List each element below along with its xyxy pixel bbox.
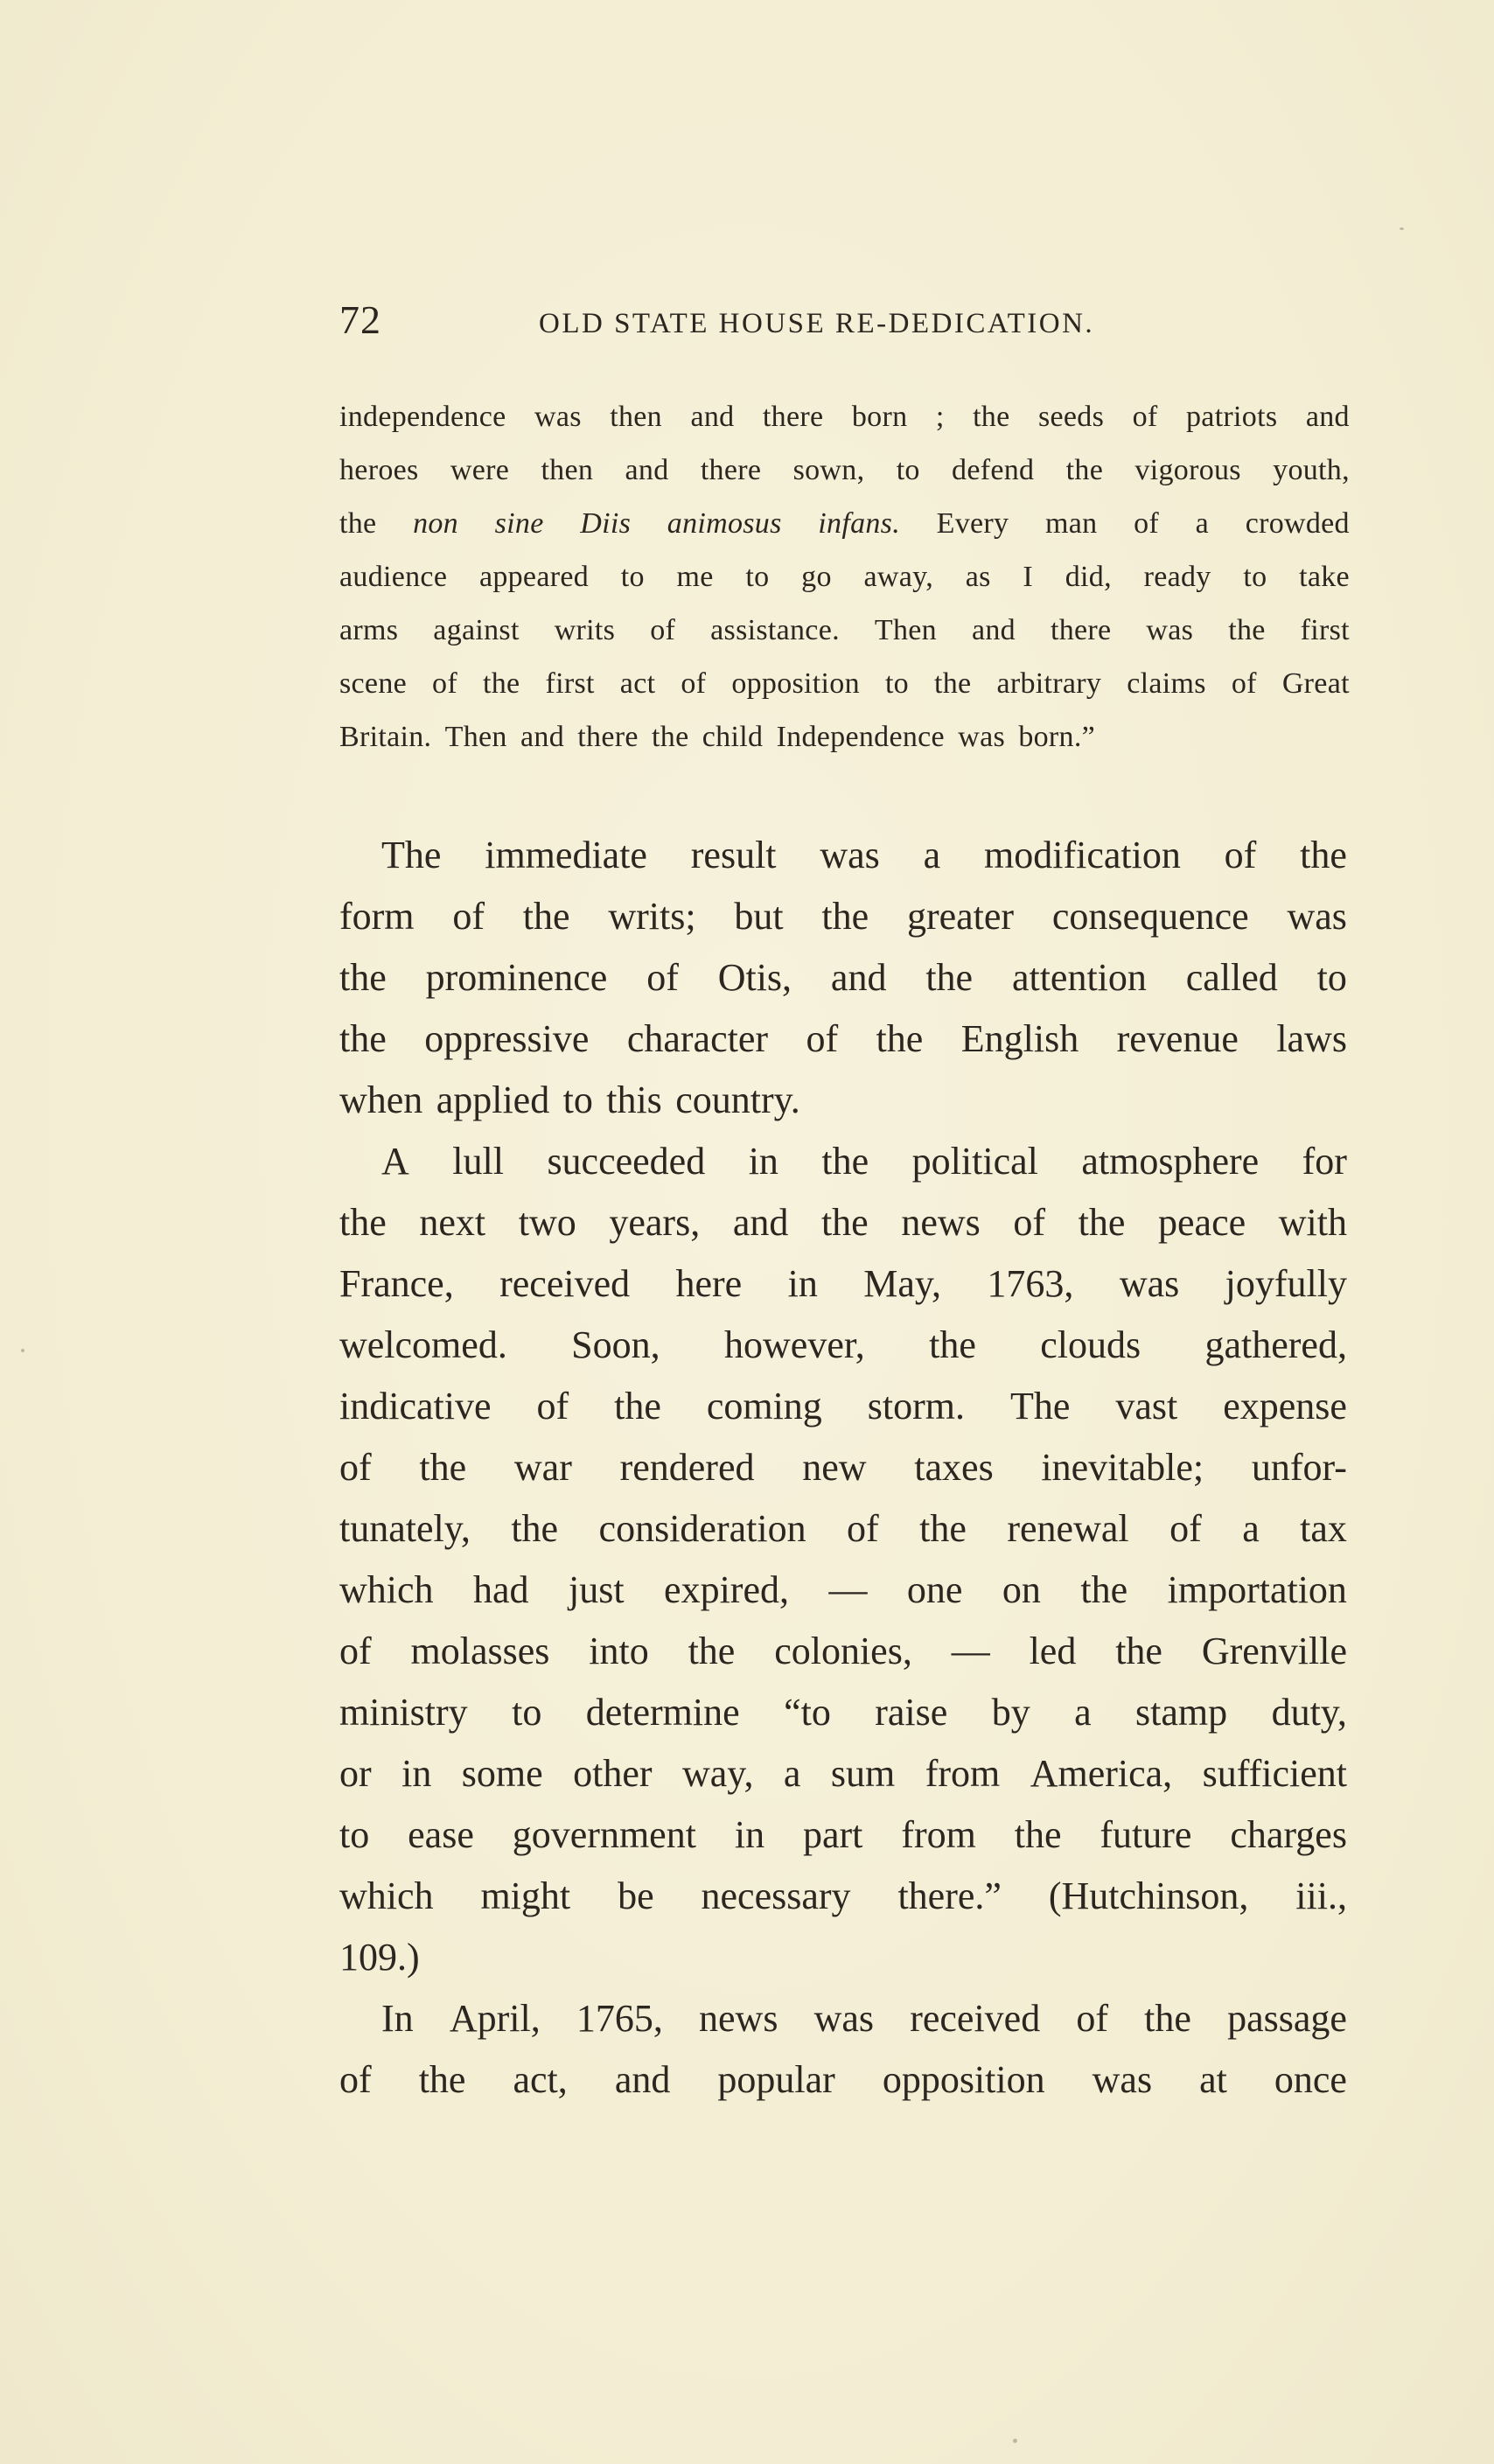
body-line xyxy=(339,1253,1347,1315)
word: but xyxy=(734,895,784,938)
word: ready xyxy=(1143,561,1211,593)
word: atmosphere xyxy=(1081,1140,1260,1183)
word: on xyxy=(1002,1568,1041,1611)
word: two xyxy=(518,1201,576,1244)
word: first xyxy=(1300,614,1350,646)
word: crowded xyxy=(1245,507,1350,540)
word: led xyxy=(1029,1630,1077,1672)
word: was xyxy=(958,721,1006,753)
paper-speck xyxy=(21,1349,24,1352)
word: revenue xyxy=(1116,1017,1239,1060)
word: first xyxy=(545,667,595,700)
word: some xyxy=(461,1752,543,1795)
word: the xyxy=(919,1507,967,1550)
word: way, xyxy=(682,1752,754,1795)
word: importation xyxy=(1167,1568,1347,1611)
body-line xyxy=(339,825,1347,886)
word: the xyxy=(652,721,689,753)
word: a xyxy=(1074,1691,1092,1734)
word: a xyxy=(1242,1507,1260,1550)
word: modification xyxy=(984,834,1181,876)
word: however, xyxy=(724,1323,865,1366)
word: was xyxy=(1146,614,1194,646)
word: in xyxy=(748,1140,778,1183)
word: the xyxy=(973,401,1010,433)
word: colonies, xyxy=(774,1630,912,1672)
word: new xyxy=(802,1446,867,1489)
word: received xyxy=(910,1997,1041,2040)
word: the xyxy=(821,895,869,938)
word: the xyxy=(339,956,387,999)
word: the xyxy=(418,2058,466,2101)
word: 109.) xyxy=(339,1936,420,1979)
word: be xyxy=(618,1874,654,1917)
word: vigorous xyxy=(1134,454,1241,486)
body-line xyxy=(339,1682,1347,1743)
word: from xyxy=(925,1752,1001,1795)
word: was xyxy=(1119,1262,1180,1305)
word: government xyxy=(512,1813,696,1856)
word: for xyxy=(1302,1140,1347,1183)
word: a xyxy=(1195,507,1210,540)
word: then xyxy=(541,454,594,486)
word: and xyxy=(1305,401,1350,433)
word: in xyxy=(401,1752,432,1795)
word: the xyxy=(688,1630,736,1672)
word: Soon, xyxy=(571,1323,660,1366)
word: form xyxy=(339,895,415,938)
word: sum xyxy=(830,1752,896,1795)
body-line xyxy=(339,1009,1347,1070)
word: me xyxy=(676,561,714,593)
word: at xyxy=(1199,2058,1227,2101)
body-text xyxy=(339,825,1347,2111)
word: infans. xyxy=(818,507,901,540)
word: of xyxy=(452,895,485,938)
quote-line xyxy=(339,657,1350,710)
word: the xyxy=(419,1446,467,1489)
word: of xyxy=(1169,1507,1202,1550)
word: vast xyxy=(1115,1385,1178,1427)
word: which xyxy=(339,1568,434,1611)
word: character xyxy=(626,1017,769,1060)
word: — xyxy=(828,1568,868,1611)
body-line xyxy=(339,1498,1347,1560)
word: heroes xyxy=(339,454,419,486)
word: consideration xyxy=(598,1507,806,1550)
word: was xyxy=(813,1997,875,2040)
body-line xyxy=(339,1437,1347,1498)
word: determine xyxy=(585,1691,740,1734)
quoted-passage xyxy=(339,390,1350,764)
word: to xyxy=(745,561,770,593)
word: into xyxy=(589,1630,649,1672)
word: go xyxy=(801,561,832,593)
body-line xyxy=(339,1376,1347,1437)
body-line xyxy=(339,1988,1347,2049)
word: ; xyxy=(935,401,945,433)
word: had xyxy=(473,1568,529,1611)
word: years, xyxy=(609,1201,701,1244)
word: other xyxy=(573,1752,653,1795)
word: the xyxy=(1065,454,1104,486)
word: the xyxy=(929,1323,976,1366)
word: to xyxy=(1243,561,1267,593)
word: youth, xyxy=(1273,454,1350,486)
word: Every xyxy=(936,507,1009,540)
word: France, xyxy=(339,1262,454,1305)
word: the xyxy=(1144,1997,1191,2040)
word: and xyxy=(614,2058,671,2101)
word: did, xyxy=(1065,561,1112,593)
word: of xyxy=(681,667,707,700)
word: The xyxy=(1009,1385,1071,1427)
word: as xyxy=(965,561,991,593)
word: the xyxy=(511,1507,559,1550)
word: peace xyxy=(1158,1201,1246,1244)
word: of xyxy=(1231,667,1257,700)
word: inevitable; xyxy=(1041,1446,1204,1489)
word: the xyxy=(1228,614,1266,646)
word: this xyxy=(606,1078,662,1121)
word: molasses xyxy=(410,1630,550,1672)
word: and xyxy=(690,401,735,433)
word: tax xyxy=(1300,1507,1347,1550)
word: there xyxy=(762,401,824,433)
word: to xyxy=(339,1813,370,1856)
body-line xyxy=(339,1131,1347,1192)
word: of xyxy=(646,956,679,999)
body-line xyxy=(339,1621,1347,1682)
word: charges xyxy=(1230,1813,1347,1856)
word: the xyxy=(483,667,520,700)
word: writs xyxy=(554,614,616,646)
word: storm. xyxy=(867,1385,966,1427)
word: ministry xyxy=(339,1691,468,1734)
word: by xyxy=(991,1691,1030,1734)
word: gathered, xyxy=(1204,1323,1347,1366)
word: news xyxy=(901,1201,981,1244)
word: indicative xyxy=(339,1385,492,1427)
word: clouds xyxy=(1040,1323,1141,1366)
word: May, xyxy=(863,1262,942,1305)
word: was xyxy=(1092,2058,1153,2101)
word: of xyxy=(1132,401,1158,433)
word: assistance. xyxy=(710,614,840,646)
word: Independence xyxy=(776,721,945,753)
word: war xyxy=(513,1446,572,1489)
word: 1765, xyxy=(576,1997,663,2040)
quote-line xyxy=(339,710,1350,764)
word: once xyxy=(1274,2058,1347,2101)
quote-line xyxy=(339,497,1350,550)
word: country. xyxy=(675,1078,800,1121)
word: opposition xyxy=(731,667,860,700)
word: the xyxy=(522,895,570,938)
word: popular xyxy=(717,2058,835,2101)
word: Then xyxy=(444,721,507,753)
word: stamp xyxy=(1135,1691,1228,1734)
word: a xyxy=(923,834,941,876)
word: against xyxy=(433,614,520,646)
word: arbitrary xyxy=(996,667,1102,700)
word: take xyxy=(1299,561,1350,593)
paper-speck xyxy=(1400,227,1404,230)
word: succeeded xyxy=(547,1140,706,1183)
word: claims xyxy=(1127,667,1206,700)
word: the xyxy=(1115,1630,1162,1672)
word: man xyxy=(1044,507,1098,540)
word: of xyxy=(847,1507,879,1550)
word: was xyxy=(1287,895,1347,938)
word: in xyxy=(787,1262,818,1305)
word: duty, xyxy=(1271,1691,1347,1734)
word: the xyxy=(1300,834,1347,876)
word: there.” xyxy=(897,1874,1002,1917)
word: A xyxy=(381,1140,409,1183)
word: born xyxy=(851,401,908,433)
word: ease xyxy=(408,1813,474,1856)
word: April, xyxy=(449,1997,541,2040)
quote-line xyxy=(339,443,1350,497)
word: of xyxy=(536,1385,569,1427)
word: the xyxy=(1078,1201,1126,1244)
word: of xyxy=(1134,507,1159,540)
word: one xyxy=(906,1568,963,1611)
page-header xyxy=(339,294,1345,346)
word: to xyxy=(620,561,645,593)
word: renewal xyxy=(1007,1507,1129,1550)
quote-line xyxy=(339,550,1350,604)
word: away, xyxy=(863,561,933,593)
word: of xyxy=(806,1017,839,1060)
word: sine xyxy=(494,507,544,540)
word: unfor- xyxy=(1251,1446,1347,1489)
body-line xyxy=(339,1560,1347,1621)
word: there xyxy=(577,721,639,753)
word: and xyxy=(625,454,669,486)
word: the xyxy=(339,1201,387,1244)
word: received xyxy=(499,1262,631,1305)
word: greater xyxy=(906,895,1015,938)
word: sown, xyxy=(792,454,865,486)
word: prominence xyxy=(425,956,608,999)
word: and xyxy=(520,721,564,753)
word: next xyxy=(419,1201,486,1244)
word: Grenville xyxy=(1201,1630,1347,1672)
word: the xyxy=(1014,1813,1062,1856)
word: “to xyxy=(784,1691,831,1734)
body-line xyxy=(339,1743,1347,1804)
word: from xyxy=(901,1813,976,1856)
word: act, xyxy=(513,2058,568,2101)
word: rendered xyxy=(619,1446,755,1489)
word: to xyxy=(1316,956,1347,999)
word: (Hutchinson, xyxy=(1048,1874,1249,1917)
word: 1763, xyxy=(987,1262,1074,1305)
word: tunately, xyxy=(339,1507,471,1550)
word: future xyxy=(1100,1813,1192,1856)
word: applied xyxy=(436,1078,550,1121)
word: and xyxy=(830,956,887,999)
word: attention xyxy=(1011,956,1147,999)
word: taxes xyxy=(914,1446,994,1489)
word: with xyxy=(1278,1201,1347,1244)
word: arms xyxy=(339,614,399,646)
word: of xyxy=(1013,1201,1046,1244)
word: of xyxy=(1076,1997,1109,2040)
word: In xyxy=(381,1997,414,2040)
word: scene xyxy=(339,667,408,700)
word: to xyxy=(562,1078,593,1121)
body-line xyxy=(339,1927,1347,1988)
quote-line xyxy=(339,604,1350,657)
word: non xyxy=(413,507,458,540)
word: Britain. xyxy=(339,721,432,753)
word: seeds xyxy=(1037,401,1105,433)
word: to xyxy=(896,454,920,486)
word: the xyxy=(339,507,377,540)
word: immediate xyxy=(485,834,647,876)
word: the xyxy=(820,1201,869,1244)
body-line xyxy=(339,1070,1347,1131)
body-line xyxy=(339,1866,1347,1927)
body-line xyxy=(339,947,1347,1009)
word: was xyxy=(820,834,880,876)
word: to xyxy=(884,667,909,700)
word: and xyxy=(732,1201,789,1244)
word: America, xyxy=(1030,1752,1173,1795)
word: English xyxy=(960,1017,1079,1060)
word: the xyxy=(925,956,974,999)
word: joyfully xyxy=(1225,1262,1347,1305)
word: of xyxy=(339,2058,372,2101)
paper-speck xyxy=(1013,2439,1017,2443)
word: audience xyxy=(339,561,448,593)
word: child xyxy=(702,721,764,753)
word: of xyxy=(1224,834,1257,876)
word: and xyxy=(971,614,1016,646)
word: — xyxy=(951,1630,990,1672)
word: here xyxy=(675,1262,743,1305)
word: then xyxy=(610,401,662,433)
word: news xyxy=(699,1997,778,2040)
quote-line xyxy=(339,390,1350,443)
word: lull xyxy=(452,1140,504,1183)
body-line xyxy=(339,1192,1347,1253)
word: expired, xyxy=(664,1568,789,1611)
word: independence xyxy=(339,401,506,433)
word: expense xyxy=(1223,1385,1347,1427)
word: was xyxy=(534,401,582,433)
word: of xyxy=(339,1446,372,1489)
word: passage xyxy=(1227,1997,1347,2040)
word: when xyxy=(339,1078,423,1121)
word: of xyxy=(339,1630,372,1672)
word: the xyxy=(934,667,972,700)
word: which xyxy=(339,1874,434,1917)
word: born.” xyxy=(1018,721,1096,753)
word: writs; xyxy=(608,895,696,938)
body-line xyxy=(339,1315,1347,1376)
word: political xyxy=(911,1140,1038,1183)
word: the xyxy=(614,1385,661,1427)
word: Great xyxy=(1281,667,1350,700)
word: of xyxy=(432,667,457,700)
word: the xyxy=(821,1140,869,1183)
word: I xyxy=(1023,561,1033,593)
word: sufficient xyxy=(1202,1752,1347,1795)
running-head: OLD STATE HOUSE RE-DEDICATION. xyxy=(539,308,1095,339)
body-line xyxy=(339,1804,1347,1866)
word: to xyxy=(512,1691,542,1734)
word: act xyxy=(619,667,656,700)
word: were xyxy=(450,454,510,486)
word: in xyxy=(734,1813,765,1856)
word: necessary xyxy=(701,1874,851,1917)
word: iii., xyxy=(1295,1874,1347,1917)
word: opposition xyxy=(882,2058,1045,2101)
word: defend xyxy=(952,454,1035,486)
word: animosus xyxy=(667,507,782,540)
word: called xyxy=(1185,956,1278,999)
word: Otis, xyxy=(717,956,792,999)
word: laws xyxy=(1276,1017,1347,1060)
word: patriots xyxy=(1186,401,1278,433)
body-line xyxy=(339,886,1347,947)
word: Then xyxy=(874,614,937,646)
word: part xyxy=(802,1813,863,1856)
word: the xyxy=(1080,1568,1128,1611)
word: might xyxy=(480,1874,571,1917)
word: Diis xyxy=(580,507,632,540)
word: the xyxy=(339,1017,387,1060)
word: coming xyxy=(706,1385,822,1427)
word: oppressive xyxy=(424,1017,590,1060)
body-line xyxy=(339,2049,1347,2111)
word: there xyxy=(1050,614,1112,646)
word: or xyxy=(339,1752,372,1795)
word: a xyxy=(783,1752,801,1795)
page-number: 72 xyxy=(339,297,381,342)
word: raise xyxy=(875,1691,948,1734)
word: the xyxy=(876,1017,924,1060)
word: consequence xyxy=(1051,895,1249,938)
word: just xyxy=(569,1568,625,1611)
word: welcomed. xyxy=(339,1323,507,1366)
word: The xyxy=(381,834,442,876)
word: appeared xyxy=(478,561,590,593)
word: there xyxy=(700,454,762,486)
word: result xyxy=(690,834,777,876)
word: of xyxy=(650,614,676,646)
